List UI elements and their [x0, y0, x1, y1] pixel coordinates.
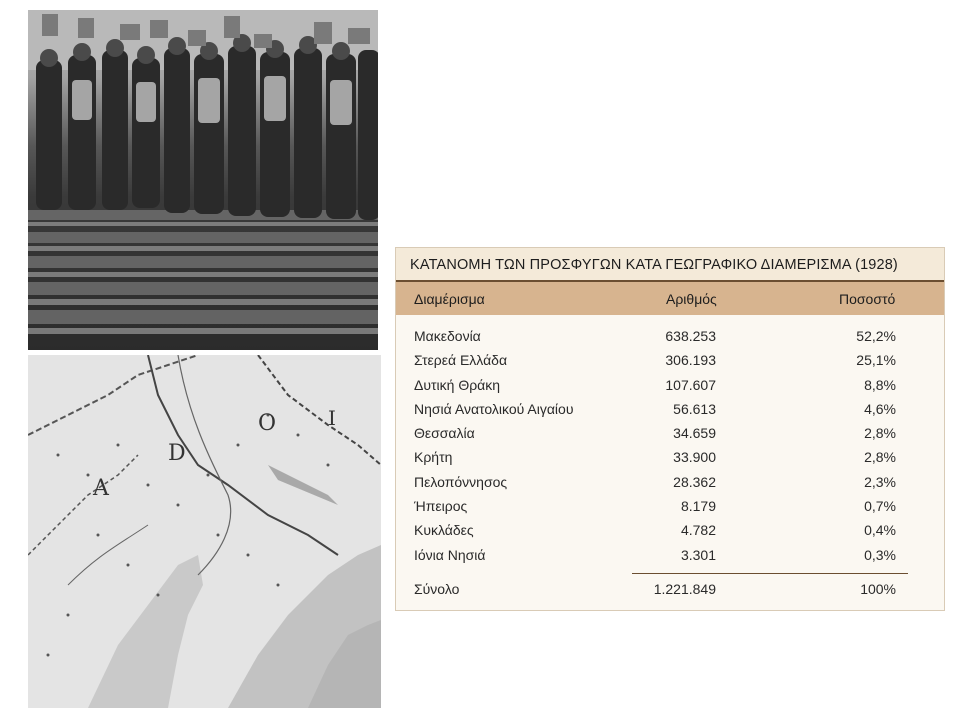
table-total-row — [396, 581, 944, 603]
header-percent: Ποσοστό — [839, 291, 896, 307]
cell-region: Ιόνια Νησιά — [414, 546, 486, 563]
cell-region: Δυτική Θράκη — [414, 376, 501, 393]
refugee-distribution-table — [395, 247, 945, 611]
cell-region: Κυκλάδες — [414, 522, 474, 539]
cell-region: Στερεά Ελλάδα — [414, 352, 508, 369]
table-row — [396, 425, 944, 449]
table-row — [396, 522, 944, 546]
table-row — [396, 547, 944, 571]
cell-number: 33.900 — [673, 449, 716, 466]
table-title-bar — [396, 248, 944, 282]
table-row — [396, 498, 944, 522]
table-row — [396, 377, 944, 401]
cell-number: 34.659 — [673, 425, 716, 442]
cell-percent: 2,3% — [864, 473, 896, 490]
cell-region: Ήπειρος — [414, 498, 468, 515]
cell-number: 8.179 — [680, 498, 716, 515]
table-row — [396, 352, 944, 376]
map-label-d: D — [168, 441, 186, 466]
cell-percent: 0,3% — [864, 546, 896, 563]
cell-number: 4.782 — [680, 522, 716, 539]
table-header — [396, 282, 944, 315]
cell-number: 28.362 — [673, 473, 716, 490]
cell-region: Θεσσαλία — [414, 425, 475, 442]
cell-percent: 25,1% — [856, 352, 896, 369]
cell-percent: 0,7% — [864, 498, 896, 515]
cell-percent: 2,8% — [864, 425, 896, 442]
header-number: Αριθμός — [666, 291, 717, 307]
header-region: Διαμέρισμα — [414, 291, 485, 307]
map-label-i: I — [328, 406, 336, 430]
cell-percent: 8,8% — [864, 376, 896, 393]
cell-number: 56.613 — [673, 400, 716, 417]
cell-region: Μακεδονία — [414, 328, 481, 344]
total-number: 1.221.849 — [653, 581, 716, 597]
cell-percent: 2,8% — [864, 449, 896, 466]
cell-number: 306.193 — [665, 352, 716, 369]
total-percent: 100% — [860, 581, 896, 597]
cell-region: Νησιά Ανατολικού Αιγαίου — [414, 400, 574, 417]
table-body — [396, 328, 944, 571]
cell-percent: 52,2% — [856, 328, 896, 344]
table-row — [396, 401, 944, 425]
table-row — [396, 328, 944, 352]
table-row — [396, 449, 944, 473]
cell-percent: 4,6% — [864, 400, 896, 417]
cell-number: 3.301 — [680, 546, 716, 563]
map-label-o: O — [258, 411, 277, 436]
table-title: ΚΑΤΑΝΟΜΗ ΤΩΝ ΠΡΟΣΦΥΓΩΝ ΚΑΤΑ ΓΕΩΓΡΑΦΙΚΟ ΔΙΑΜΕΡΙΣΜΑ (1928) — [410, 257, 898, 273]
total-divider — [632, 573, 908, 574]
map-label-a: A — [93, 476, 109, 501]
table-row — [396, 474, 944, 498]
historical-photo — [28, 10, 378, 350]
cell-number: 638.253 — [665, 328, 716, 344]
total-label: Σύνολο — [414, 581, 460, 597]
cell-percent: 0,4% — [864, 522, 896, 539]
cell-region: Πελοπόννησος — [414, 473, 508, 490]
historical-map — [28, 355, 381, 708]
cell-number: 107.607 — [665, 376, 716, 393]
cell-region: Κρήτη — [414, 449, 453, 466]
